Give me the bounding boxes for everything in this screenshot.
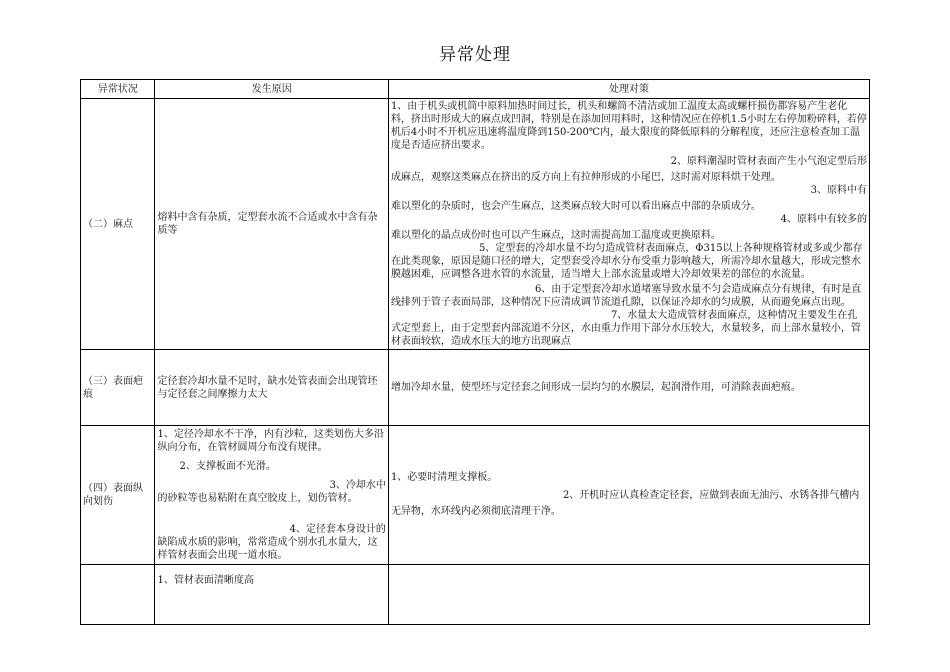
solution-text: 2、开机时应认真检查定径套，应做到表面无油污、水锈各排气槽内无异物，水环线内必须彻底清理干净。: [390, 489, 860, 517]
cause-text: 定径套冷却水量不足时，缺水处管表面会出现管坯与定径套之间摩擦力太大: [157, 375, 378, 400]
cause-text: 缺陷成水质的影响，常常造成个别水孔水量大，这样管材表面会出现一道水痕。: [157, 537, 378, 561]
cause-cell[interactable]: [155, 350, 388, 426]
cause-text: 1、定径冷却水不干净，内有沙粒，这类划伤大多沿纵向分布，在管材圆周分布没有规律。: [157, 429, 384, 453]
spreadsheet: [80, 79, 870, 672]
solution-text: 6、由于定型套冷却水道堵塞导致水量不匀会造成麻点分有规律，有时是直线排列于管子表面局部，这种情况下应清成调节流道孔隙，以保证冷却水的匀成膜，从而避免麻点出现。: [390, 284, 862, 308]
solution-cell[interactable]: [388, 350, 869, 426]
table-row: [81, 99, 870, 350]
solution-text: 1、必要时清理支撑板。: [390, 471, 498, 483]
header-cause[interactable]: 发生原因: [155, 80, 388, 99]
solution-text: 3、原料中有: [810, 185, 867, 196]
status-cell[interactable]: （二）麻点: [81, 99, 155, 350]
solution-text: 增加冷却水量，使型坯与定径套之间形成一层均匀的水膜层，起润滑作用，可消除表面疤痕。: [390, 382, 801, 393]
cause-text: 3、冷却水中: [329, 480, 386, 491]
table-row: [81, 350, 870, 426]
status-cell[interactable]: [81, 565, 155, 625]
solution-text: 7、水量太大造成管材表面麻点，这种情况主要发生在孔式定型套上，由于定型套内部流道不分区，水由重力作用下部分水压较大，水量较多，而上部水量较小，管材表面较软，造成水压大的地方出现麻点: [390, 310, 861, 347]
solution-cell[interactable]: [388, 426, 869, 565]
exception-table: [80, 79, 870, 625]
solution-text: 难以塑化的晶点成份时也可以产生麻点，这时需提高加工温度或更换原料。: [390, 230, 721, 241]
solution-text: 2、原料潮湿时管材表面产生小气泡定型后形: [670, 156, 867, 167]
solution-cell[interactable]: [388, 99, 869, 350]
cause-text: 2、支撑板面不光滑。: [179, 461, 276, 472]
header-solution[interactable]: 处理对策: [388, 80, 869, 99]
solution-text: 成麻点，观察这类麻点在挤出的反方向上有拉伸形成的小尾巴，这时需对原料烘干处理。: [390, 172, 781, 183]
cause-text: 熔料中含有杂质，定型套水流不合适或水中含有杂质等: [157, 212, 378, 236]
cause-cell[interactable]: [155, 426, 388, 565]
cause-text: 1、管材表面清晰度高: [157, 575, 254, 586]
table-row: [81, 426, 870, 565]
cause-cell[interactable]: [155, 565, 388, 625]
cause-text: 的砂粒等也易粘附在真空胶皮上，划伤管材。: [157, 493, 358, 504]
header-status[interactable]: 异常状况: [81, 80, 155, 99]
solution-text: 4、原料中有较多的: [780, 214, 867, 225]
status-cell[interactable]: （四）表面纵向划伤: [81, 426, 155, 565]
solution-cell[interactable]: [388, 565, 869, 625]
cause-cell[interactable]: [155, 99, 388, 350]
solution-text: 5、定型套的冷却水量不均匀造成管材表面麻点，Φ315以上各种规格管材或多或少都存在此类现象，原因是随口径的增大，定型套受冷却水分布受重力影响越大，所需冷却水量越大，形成完整水膜越困难，应调整各进水管的水流量，适当增大上部水流量或增大冷却效果差的部位的水流量。: [390, 243, 863, 280]
status-cell[interactable]: （三）表面疤痕: [81, 350, 155, 426]
header-row: [81, 80, 870, 99]
cause-text: 4、定径套本身设计的: [289, 524, 386, 535]
page-title: 异常处理: [439, 45, 511, 65]
solution-text: 难以塑化的杂质时，也会产生麻点，这类麻点较大时可以看出麻点中部的杂质成分。: [390, 201, 761, 212]
solution-text: 1、由于机头或机筒中原料加热时间过长，机头和螺筒不清洁或加工温度太高或螺杆损伤都容易产生老化料，挤出时形成大的麻点成凹洞，特别是在添加回用料时，这种情况应在停机1.5小时左右停加粉碎料，若停机后4小时不开机应迅速将温度降到150-200℃内，最大限度的降低原料的分解程度，还应注意检查加工温度是否适应挤出要求。: [390, 101, 867, 151]
table-row: [81, 565, 870, 625]
